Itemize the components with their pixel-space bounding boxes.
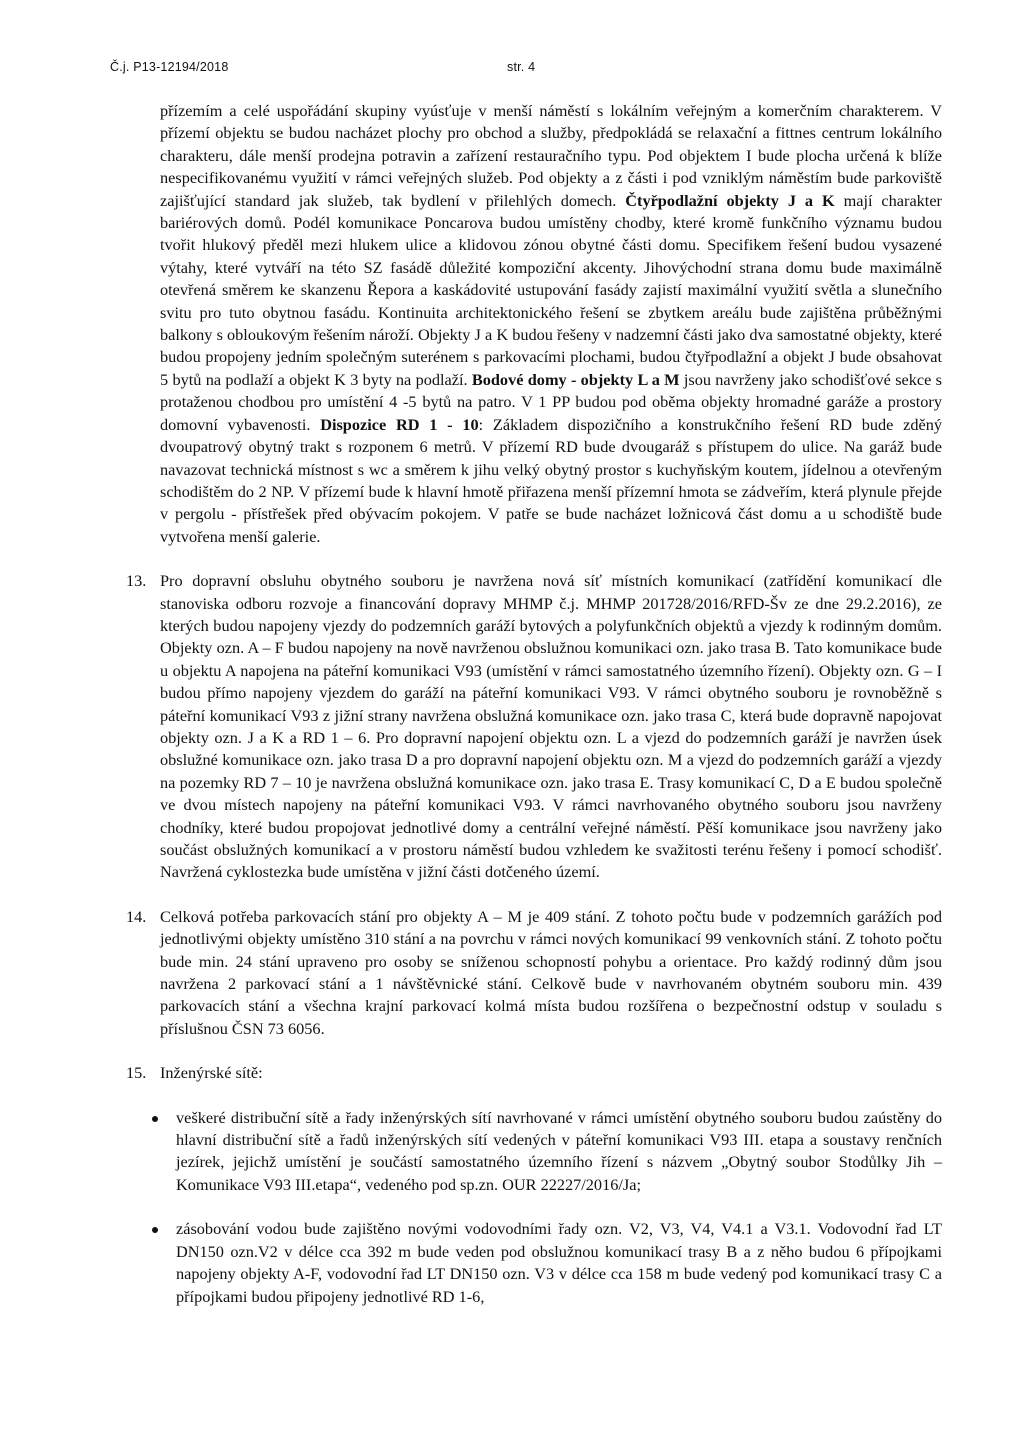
page-header: [110, 60, 536, 74]
intro-text-2: mají charakter bariérových domů. Podél komunikace Poncarova budou umístěny chodby, které kromě funkčního významu budou tvořit hlukový předěl mezi hlukem ulice a klidovou zónou obytné části domu. Specifikem řešení budou vysazené výtahy, které vytváří na této SZ fasádě důležité kompoziční akcenty. Jihovýchodní strana domu bude maximálně otevřená směrem ke skanzenu Řepora a kaskádovité ustupování fasády zajistí maximální využití světla a slunečního svitu pro tuto obytnou fasádu. Kontinuita architektonického řešení se zbytkem areálu bude zajištěna průběžnými balkony s obloukovým řešením nároží. Objekty J a K budou řešeny v nadzemní části jako dva samostatné objekty, které budou propojeny jedním společným suterénem s parkovacími plochami, budou čtyřpodlažní a objekt J bude obsahovat 5 bytů na podlaží a objekt K 3 byty na podlaží.: [160, 190, 942, 389]
intro-text-3: jsou navrženy jako schodišťové sekce s protaženou chodbou pro umístění 4 -5 bytů na patro. V 1 PP budou pod oběma objekty hromadné garáže a prostory domovní vybavenosti.: [160, 369, 943, 434]
page-number: str. 4: [507, 60, 536, 74]
list-item: [160, 1218, 942, 1308]
item-number: 15.: [126, 1063, 147, 1083]
item-text: Pro dopravní obsluhu obytného souboru je navržena nová síť místních komunikací (zatřídění komunikací dle stanoviska odboru rozvoje a financování dopravy MHMP č.j. MHMP 201728/2016/RFD-Šv ze dne 29.2.2016), ze kterých budou napojeny vjezdy do podzemních garáží bytových a polyfunkčních objektů a vjezdy k rodinným domům. Objekty ozn. A – F budou napojeny na nově navrženou obslužnou komunikaci ozn. jako trasa B. Tato komunikace bude u objektu A napojena na páteřní komunikaci V93 (umístění v rámci samostatného územního řízení). Objekty ozn. G – I budou přímo napojeny vjezdem do garáží na páteřní komunikaci V93. V rámci obytného souboru je rovnoběžně s páteřní komunikací V93 z jižní strany navržena obslužná komunikace ozn. jako trasa C, která bude dopravně napojovat objekty ozn. J a K a RD 1 – 6. Pro dopravní napojení objektu ozn. L a vjezd do podzemních garáží je navržen úsek obslužné komunikace ozn. jako trasa D a pro dopravní napojení objektu ozn. M a vjezd do podzemních garáží a vjezdy na pozemky RD 7 – 10 je navržena obslužná komunikace ozn. jako trasa E. Trasy komunikací C, D a E budou společně ve dvou místech napojeny na páteřní komunikaci V93. V rámci navrhovaného obytného souboru jsou navrženy chodníky, které budou propojovat jednotlivé domy a centrální veřejné náměstí. Pěší komunikace jsou navrženy jako součást obslužných komunikací a v prostoru náměstí budou vzhledem ke svažitosti terénu řešeny i pomocí schodišť. Navržená cyklostezka bude umístěna v jižní části dotčeného území.: [160, 571, 942, 882]
intro-text-4: : Základem dispozičního a konstrukčního řešení RD bude zděný dvoupatrový obytný trakt s rozponem 6 metrů. V přízemí RD bude dvougaráž s přístupem do ulice. Na garáž bude navazovat technická místnost s wc a směrem k jihu velký obytný prostor s kuchyňským koutem, jídelnou a otevřeným schodištěm do 2 NP. V přízemí bude k hlavní hmotě přiřazena menší přízemní hmota se zádveřím, která plynule přejde v pergolu - přístřešek před obývacím pokojem. V patře se bude nacházet ložnicová část domu a u schodiště bude vytvořena menší galerie.: [160, 414, 943, 546]
item-text: Celková potřeba parkovacích stání pro objekty A – M je 409 stání. Z tohoto počtu bude v podzemních garážích pod jednotlivými objekty umístěno 310 stání a na povrchu v rámci nových komunikací 99 venkovních stání. Z tohoto počtu bude min. 24 stání upraveno pro osoby se sníženou schopností pohybu a orientace. Pro každý rodinný dům jsou navržena 2 parkovací stání a 1 návštěvnické stání. Celkově bude v navrhovaném obytném souboru min. 439 parkovacích stání a všechna krajní parkovací kolmá místa budou rozšířena o bezpečnostní odstup v souladu s příslušnou ČSN 73 6056.: [160, 906, 942, 1038]
intro-text-1: přízemím a celé uspořádání skupiny vyúsťuje v menší náměstí s lokálním veřejným a komerčním charakterem. V přízemí objektu se budou nacházet plochy pro obchod a služby, předpokládá se relaxační a fittnes centrum lokálního charakteru, dále menší prodejna potravin a zařízení restauračního typu. Pod objektem I bude plocha určená k blíže nespecifikovanému využití v rámci veřejných služeb. Pod objekty a z části i pod vzniklým náměstím bude parkoviště zajišťující standard jak služeb, tak bydlení v přilehlých domech.: [160, 101, 942, 210]
document-body: [126, 100, 943, 1330]
intro-paragraph: [160, 100, 942, 548]
bullet-icon: [152, 1227, 158, 1233]
item-number: 13.: [126, 571, 147, 591]
numbered-item-13: [126, 570, 942, 884]
bullet-text: veškeré distribuční sítě a řady inženýrských sítí navrhované v rámci umístění obytného souboru budou zaústěny do hlavní distribuční sítě a řadů inženýrských sítí vedených v páteřní komunikaci V93 III. etapa a soustavy renčních jezírek, jejichž umístění je součástí samostatného územního řízení s názvem „Obytný soubor Stodůlky Jih – Komunikace V93 III.etapa“, vedeného pod sp.zn. OUR 22227/2016/Ja;: [176, 1107, 942, 1194]
document-reference: Č.j. P13-12194/2018: [110, 60, 229, 74]
numbered-item-14: [126, 906, 942, 1040]
list-item: [160, 1107, 942, 1197]
item-text: Inženýrské sítě:: [160, 1063, 263, 1083]
numbered-item-15: [126, 1062, 942, 1308]
bullet-list: [160, 1107, 942, 1308]
bullet-text: zásobování vodou bude zajištěno novými vodovodními řady ozn. V2, V3, V4, V4.1 a V3.1. Vodovodní řad LT DN150 ozn.V2 v délce cca 392 m bude veden pod obslužnou komunikací trasy B a z něho budou 6 přípojkami napojeny objekty A-F, vodovodní řad LT DN150 ozn. V3 v délce cca 158 m bude vedený pod komunikací trasy C a přípojkami budou připojeny jednotlivé RD 1-6,: [176, 1219, 942, 1306]
bold-heading-objects-j-k: Čtyřpodlažní objekty J a K: [625, 190, 835, 210]
bullet-icon: [152, 1116, 158, 1122]
bold-heading-objects-l-m: Bodové domy - objekty L a M: [471, 369, 680, 389]
item-number: 14.: [126, 906, 147, 926]
bold-heading-rd-layout: Dispozice RD 1 - 10: [320, 414, 479, 434]
